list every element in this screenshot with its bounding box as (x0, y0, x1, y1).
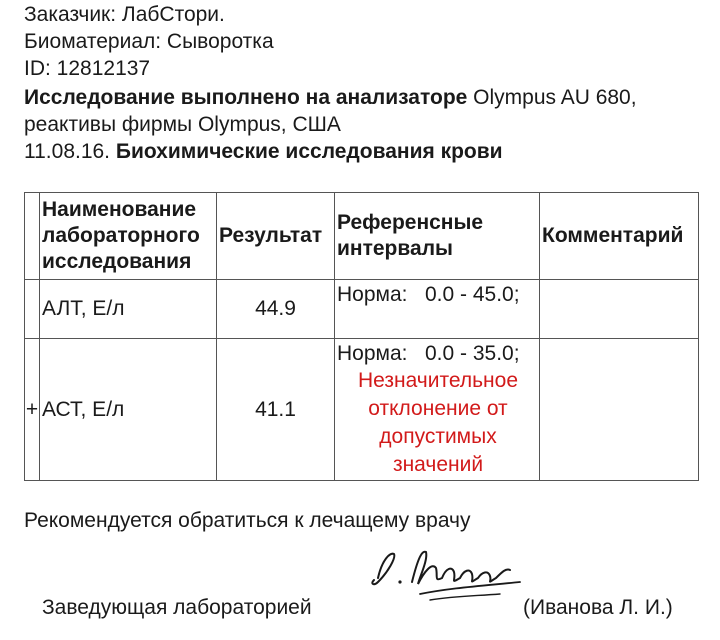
reference-warning: Незначительное отклонение от допустимых значений (357, 369, 518, 476)
row-comment (540, 280, 699, 339)
results-table (24, 192, 699, 481)
header-comment: Комментарий (540, 193, 699, 280)
row-result: 41.1 (217, 339, 335, 481)
reference-norm: Норма: 0.0 - 45.0; (337, 283, 520, 306)
header-flag (25, 193, 40, 280)
customer-line: Заказчик: ЛабСтори. (24, 3, 225, 26)
analyzer-line (24, 85, 637, 111)
row-comment (540, 339, 699, 481)
row-result: 44.9 (217, 280, 335, 339)
biomaterial-line: Биоматериал: Сыворотка (24, 30, 274, 53)
reference-norm: Норма: 0.0 - 35.0; (337, 342, 520, 365)
id-line: ID: 12812137 (24, 57, 151, 80)
footer-role: Заведующая лабораторией (42, 596, 312, 619)
table-row (25, 280, 699, 339)
row-flag: + (25, 339, 40, 481)
header-name: Наименование лабораторного исследования (40, 193, 217, 280)
recommendation-text: Рекомендуется обратиться к лечащему врачу (24, 509, 471, 532)
row-flag (25, 280, 40, 339)
study-line (24, 139, 503, 165)
header-result: Результат (217, 193, 335, 280)
table-header-row (25, 193, 699, 280)
signature-image (360, 538, 530, 618)
table-row (25, 339, 699, 481)
analyzer-model: Olympus AU 680, (467, 86, 637, 109)
header-reference: Референсные интервалы (335, 193, 540, 280)
row-reference (335, 339, 540, 481)
analyzer-label: Исследование выполнено на анализаторе (24, 86, 468, 109)
study-title: Биохимические исследования крови (115, 140, 503, 163)
reagents-line: реактивы фирмы Olympus, США (24, 113, 341, 136)
row-reference (335, 280, 540, 339)
study-date: 11.08.16. (24, 140, 111, 163)
row-name: АСТ, Е/л (40, 339, 217, 481)
footer-name: (Иванова Л. И.) (523, 596, 673, 619)
row-name: АЛТ, Е/л (40, 280, 217, 339)
